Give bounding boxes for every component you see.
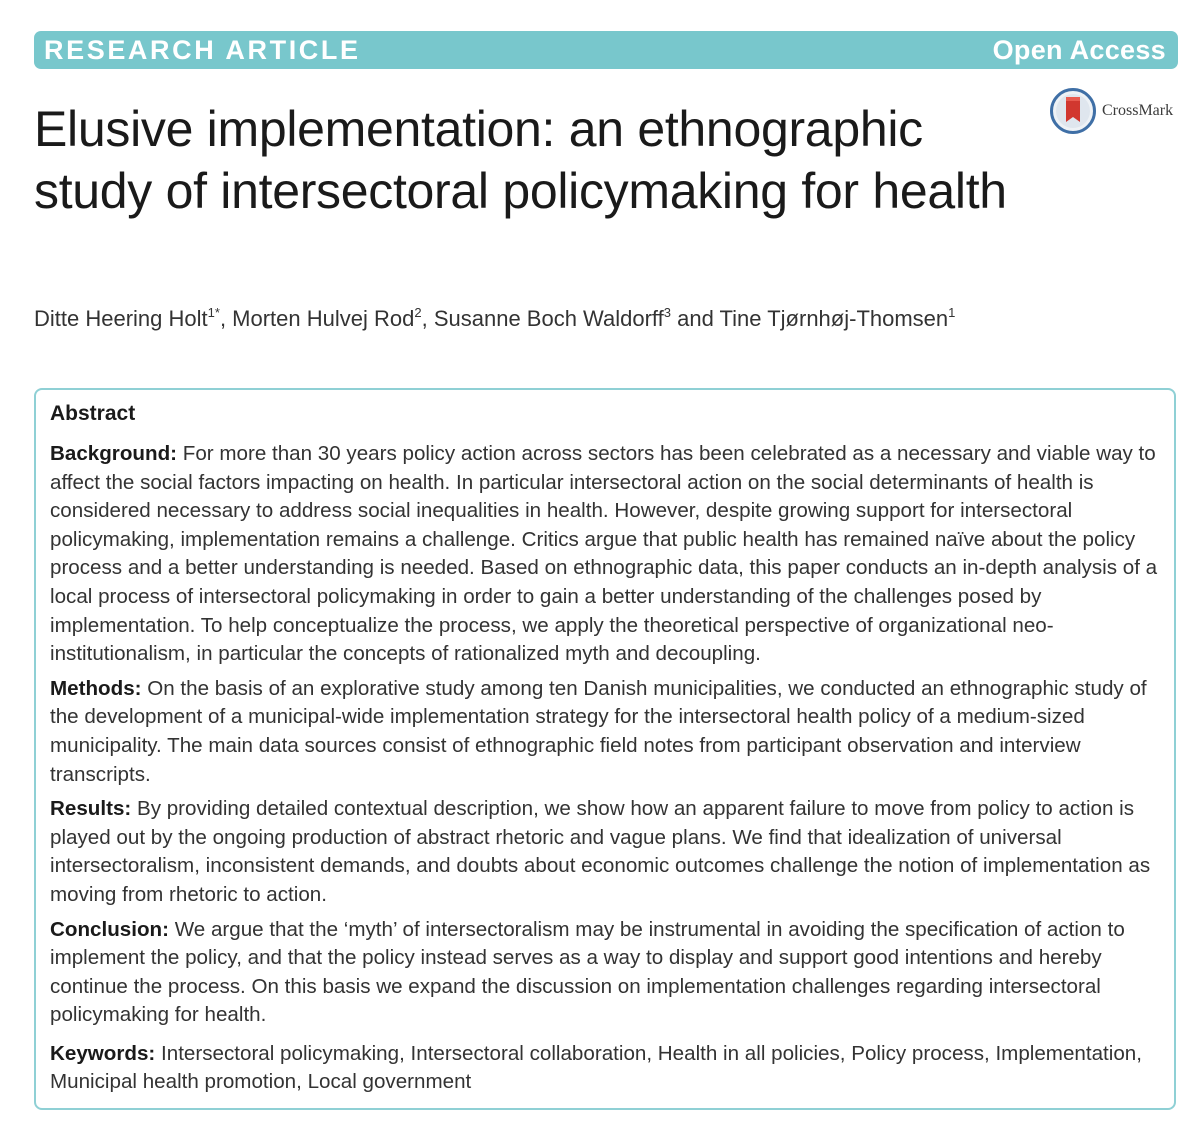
crossmark-icon [1050, 88, 1096, 134]
author-name[interactable]: Ditte Heering Holt [34, 306, 208, 331]
abstract-box [34, 388, 1176, 1110]
background-text: For more than 30 years policy action across sectors has been celebrated as a necessary and viable way to affect the social factors impacting on health. In particular intersectoral action on the social determinants of health is considered necessary to address social inequalities in health. However, despite growing support for intersectoral policymaking, implementation remains a challenge. Critics argue that public health has remained naïve about the policy process and a better understanding is needed. Based on ethnographic data, this paper conducts an in-depth analysis of a local process of intersectoral policymaking in order to gain a better understanding of the challenges posed by implementation. To help conceptualize the process, we apply the theoretical perspective of organizational neo-institutionalism, in particular the concepts of rationalized myth and decoupling. [50, 442, 1158, 666]
conclusion-text: We argue that the ‘myth’ of intersectoralism may be instrumental in avoiding the specification of action to implement the policy, and that the policy instead serves as a way to display and support good intentions and hereby continue the process. On this basis we expand the discussion on implementation challenges regarding intersectoral policymaking for health. [50, 917, 1125, 1027]
author-separator: and [670, 306, 720, 331]
abstract-methods [50, 675, 1160, 789]
results-label: Results: [50, 797, 132, 821]
keywords-label: Keywords: [50, 1041, 156, 1065]
author-name[interactable]: Morten Hulvej Rod [232, 306, 415, 331]
author-affiliation: 1* [207, 305, 220, 320]
author-separator: , [219, 306, 233, 331]
keywords-text: Intersectoral policymaking, Intersectoral collaboration, Health in all policies, Policy process, Implementation, Municipal health promotion, Local government [50, 1041, 1142, 1094]
conclusion-label: Conclusion: [50, 917, 169, 941]
abstract-conclusion [50, 916, 1160, 1030]
abstract-background [50, 440, 1160, 669]
methods-label: Methods: [50, 676, 142, 700]
author-list [34, 306, 955, 332]
results-text: By providing detailed contextual description, we show how an apparent failure to move from policy to action is played out by the ongoing production of abstract rhetoric and vague plans. We find that idealization of universal intersectoralism, inconsistent demands, and doubts about economic outcomes challenge the notion of implementation as moving from rhetoric to action. [50, 797, 1151, 906]
author-name[interactable]: Tine Tjørnhøj-Thomsen [719, 306, 949, 331]
crossmark-badge[interactable] [1050, 86, 1173, 136]
article-title: Elusive implementation: an ethnographic study of intersectoral policymaking for health [34, 101, 1007, 219]
abstract-keywords [50, 1040, 1160, 1097]
author-affiliation: 1 [948, 305, 956, 320]
article-type-banner [34, 31, 1178, 69]
article-type-label: RESEARCH ARTICLE [44, 34, 361, 65]
author-affiliation: 2 [414, 305, 422, 320]
methods-text: On the basis of an explorative study among ten Danish municipalities, we conducted an ethnographic study of the development of a municipal-wide implementation strategy for the intersectoral health policy of a medium-sized municipality. The main data sources consist of ethnographic field notes from participant observation and interview transcripts. [50, 676, 1147, 786]
author-name[interactable]: Susanne Boch Waldorff [433, 306, 664, 331]
abstract-results [50, 795, 1160, 909]
abstract-heading: Abstract [50, 402, 136, 425]
open-access-label: Open Access [992, 34, 1166, 65]
author-separator: , [421, 306, 434, 331]
crossmark-label: CrossMark [1102, 102, 1174, 119]
author-affiliation: 3 [663, 305, 671, 320]
background-label: Background: [50, 442, 178, 465]
